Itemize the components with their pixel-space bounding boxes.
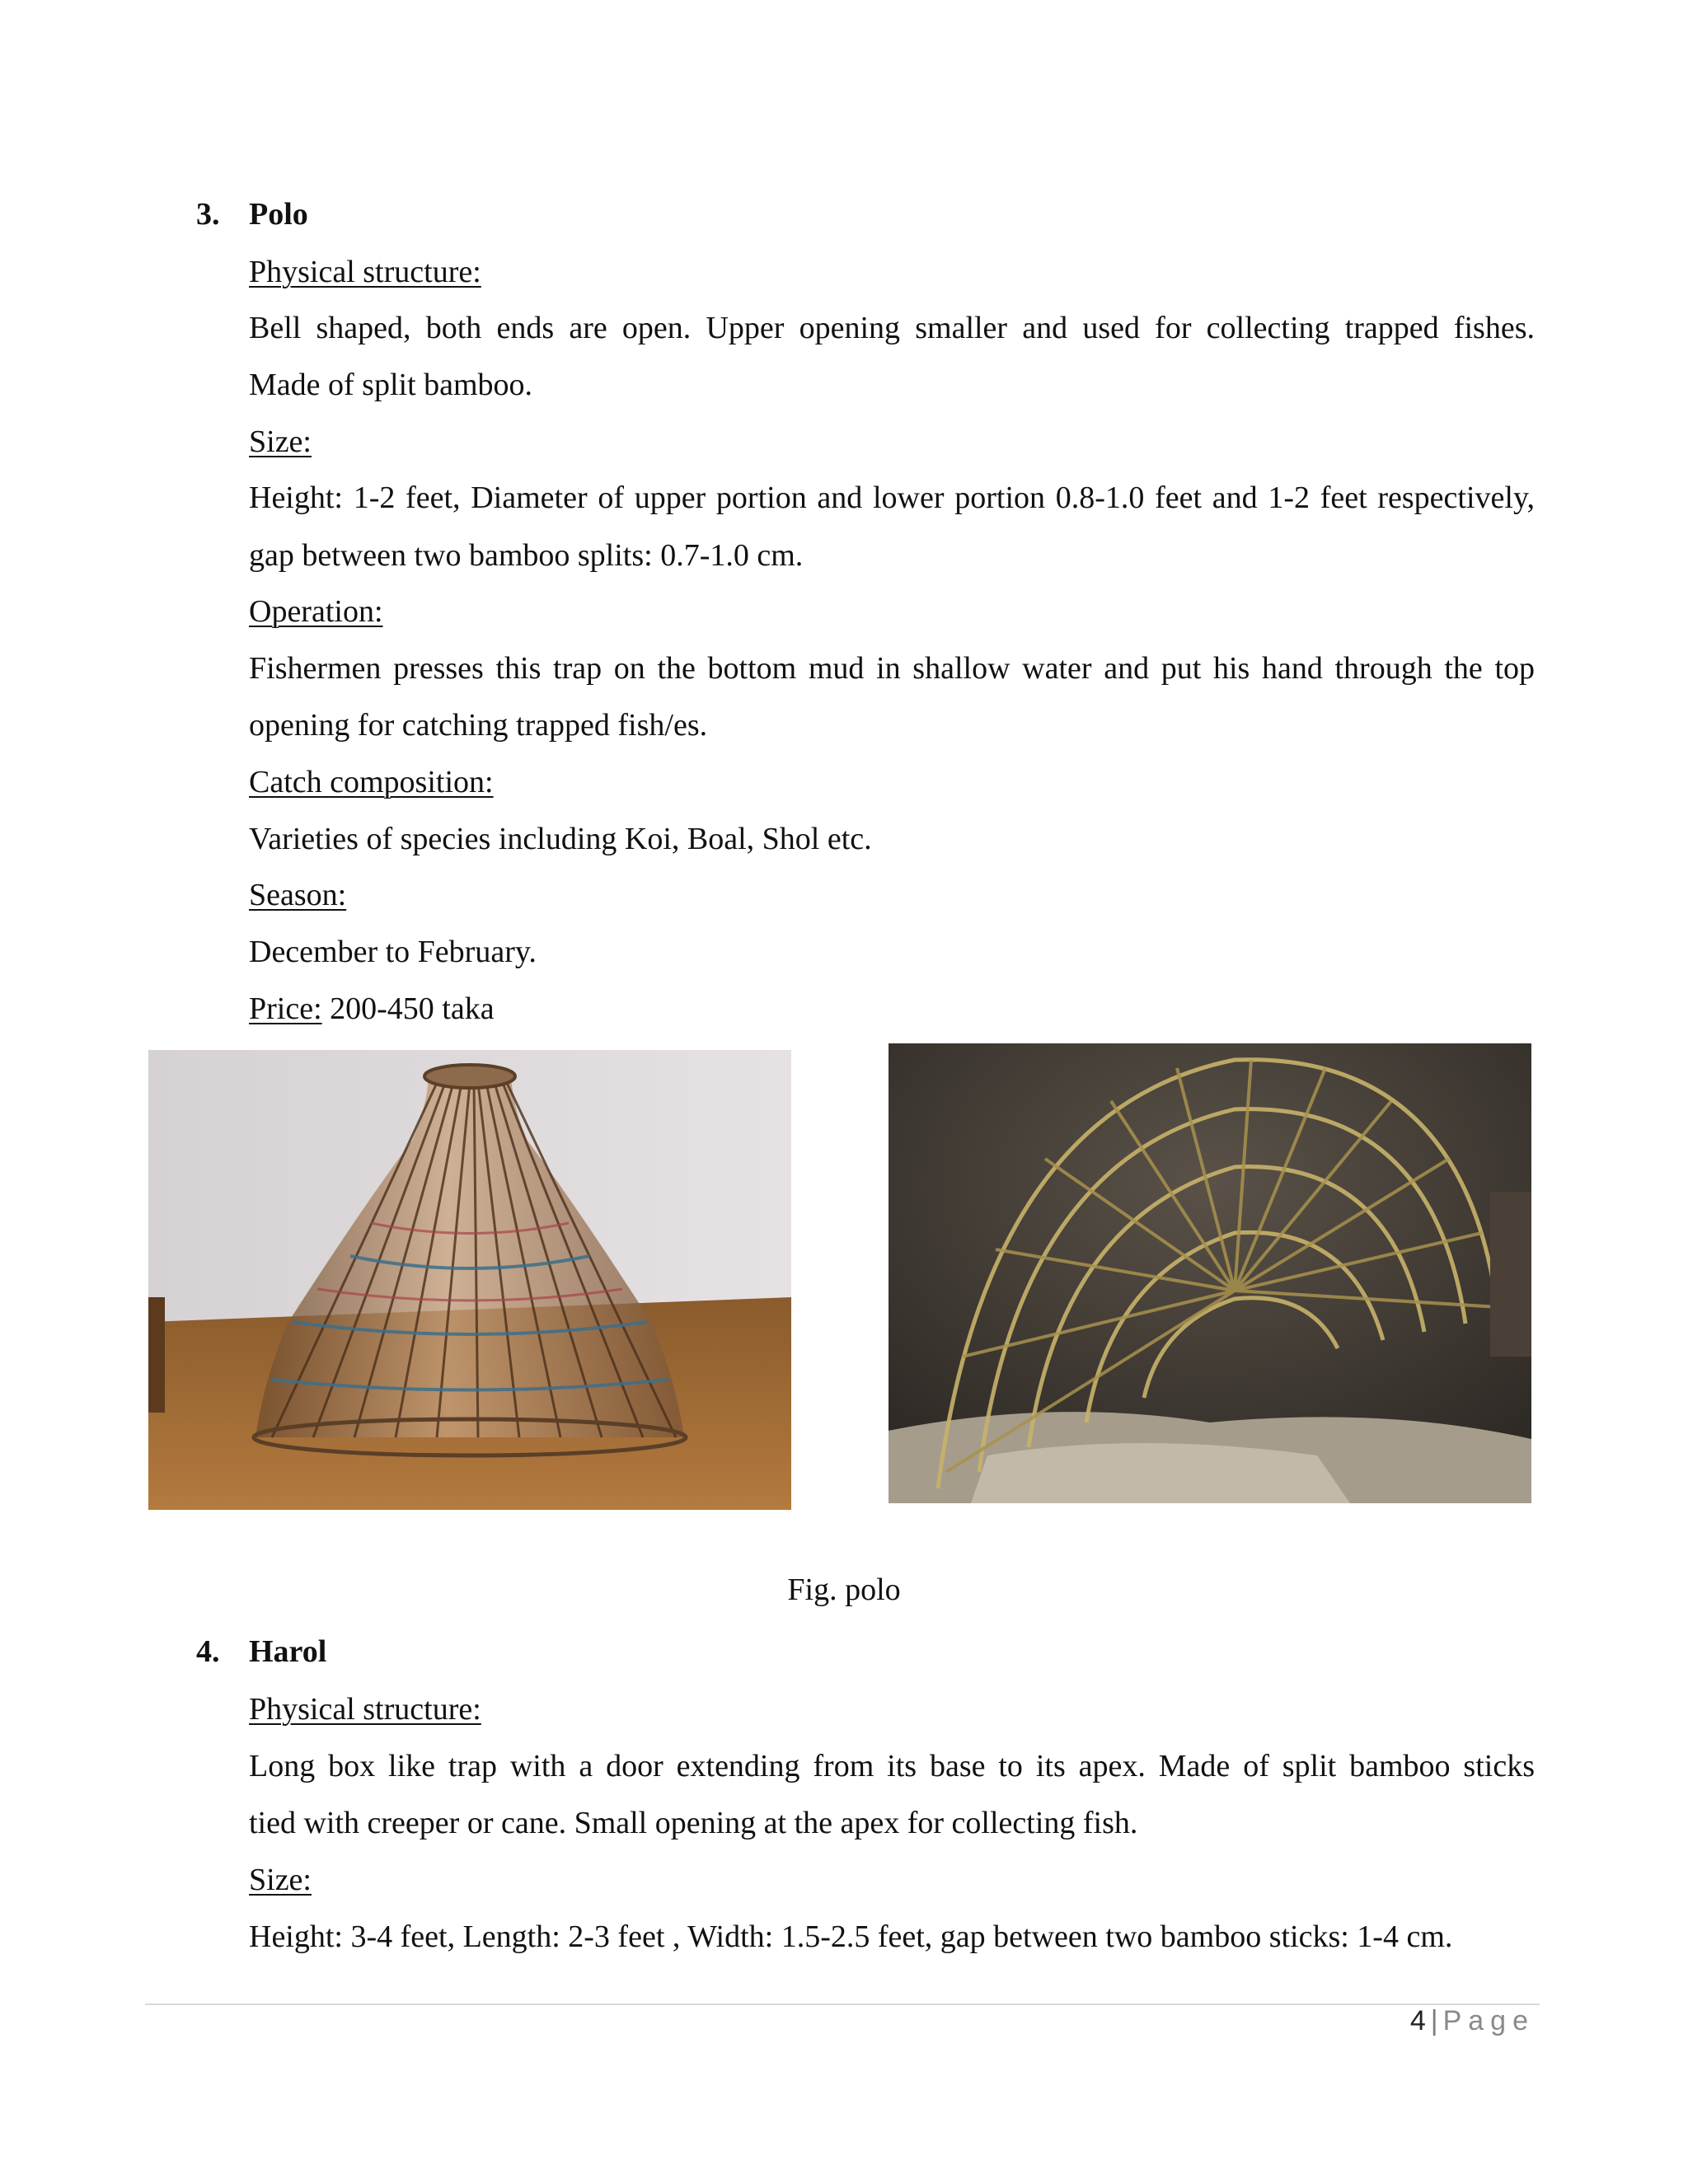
polo-photo-right-image bbox=[889, 1043, 1531, 1503]
body-text-line: Long box like trap with a door extending from its base to its apex. Made of split bamboo sticks bbox=[249, 1749, 1535, 1783]
body-text-line: tied with creeper or cane. Small opening at the apex for collecting fish. bbox=[249, 1806, 1138, 1840]
section-heading-polo bbox=[196, 196, 308, 232]
catch-composition-label: Catch composition: bbox=[249, 765, 494, 799]
body-text-line: opening for catching trapped fish/es. bbox=[249, 708, 708, 743]
body-text-line: Height: 1-2 feet, Diameter of upper portion and lower portion 0.8-1.0 feet and 1-2 feet respectively, bbox=[249, 480, 1535, 515]
footer-divider bbox=[145, 2004, 1540, 2005]
price-line bbox=[249, 989, 1535, 1029]
physical-structure-label: Physical structure: bbox=[249, 1692, 481, 1727]
footer-separator: | bbox=[1430, 2005, 1438, 2036]
physical-structure-label: Physical structure: bbox=[249, 255, 481, 289]
page-word: Page bbox=[1442, 2005, 1535, 2036]
body-text-line: Bell shaped, both ends are open. Upper opening smaller and used for collecting trapped fishes. bbox=[249, 311, 1535, 345]
body-text-line: Varieties of species including Koi, Boal, Shol etc. bbox=[249, 822, 872, 856]
page-footer bbox=[1410, 2005, 1535, 2037]
section-title: Harol bbox=[249, 1634, 327, 1669]
body-text-line: December to February. bbox=[249, 935, 537, 969]
price-value: 200-450 taka bbox=[321, 991, 495, 1026]
section-number: 4. bbox=[196, 1634, 220, 1669]
section-heading-harol bbox=[196, 1633, 326, 1670]
body-text-line: Fishermen presses this trap on the bottom mud in shallow water and put his hand through the top bbox=[249, 651, 1535, 686]
body-text-line: Height: 3-4 feet, Length: 2-3 feet , Width: 1.5-2.5 feet, gap between two bamboo sticks: 1-4 cm. bbox=[249, 1919, 1453, 1954]
size-label: Size: bbox=[249, 424, 312, 459]
operation-label: Operation: bbox=[249, 594, 383, 629]
body-text-line: gap between two bamboo splits: 0.7-1.0 cm. bbox=[249, 538, 804, 573]
polo-photo-right bbox=[889, 1043, 1531, 1503]
body-text-line: Made of split bamboo. bbox=[249, 368, 533, 402]
figure-caption: Fig. polo bbox=[787, 1572, 901, 1607]
price-label: Price: bbox=[249, 991, 322, 1026]
page-number: 4 bbox=[1409, 2005, 1426, 2036]
polo-photo-left-image bbox=[148, 1050, 791, 1510]
section-number: 3. bbox=[196, 197, 220, 232]
season-label: Season: bbox=[249, 878, 347, 912]
section-title: Polo bbox=[249, 197, 308, 232]
polo-photo-left bbox=[148, 1050, 791, 1510]
size-label: Size: bbox=[249, 1863, 312, 1897]
